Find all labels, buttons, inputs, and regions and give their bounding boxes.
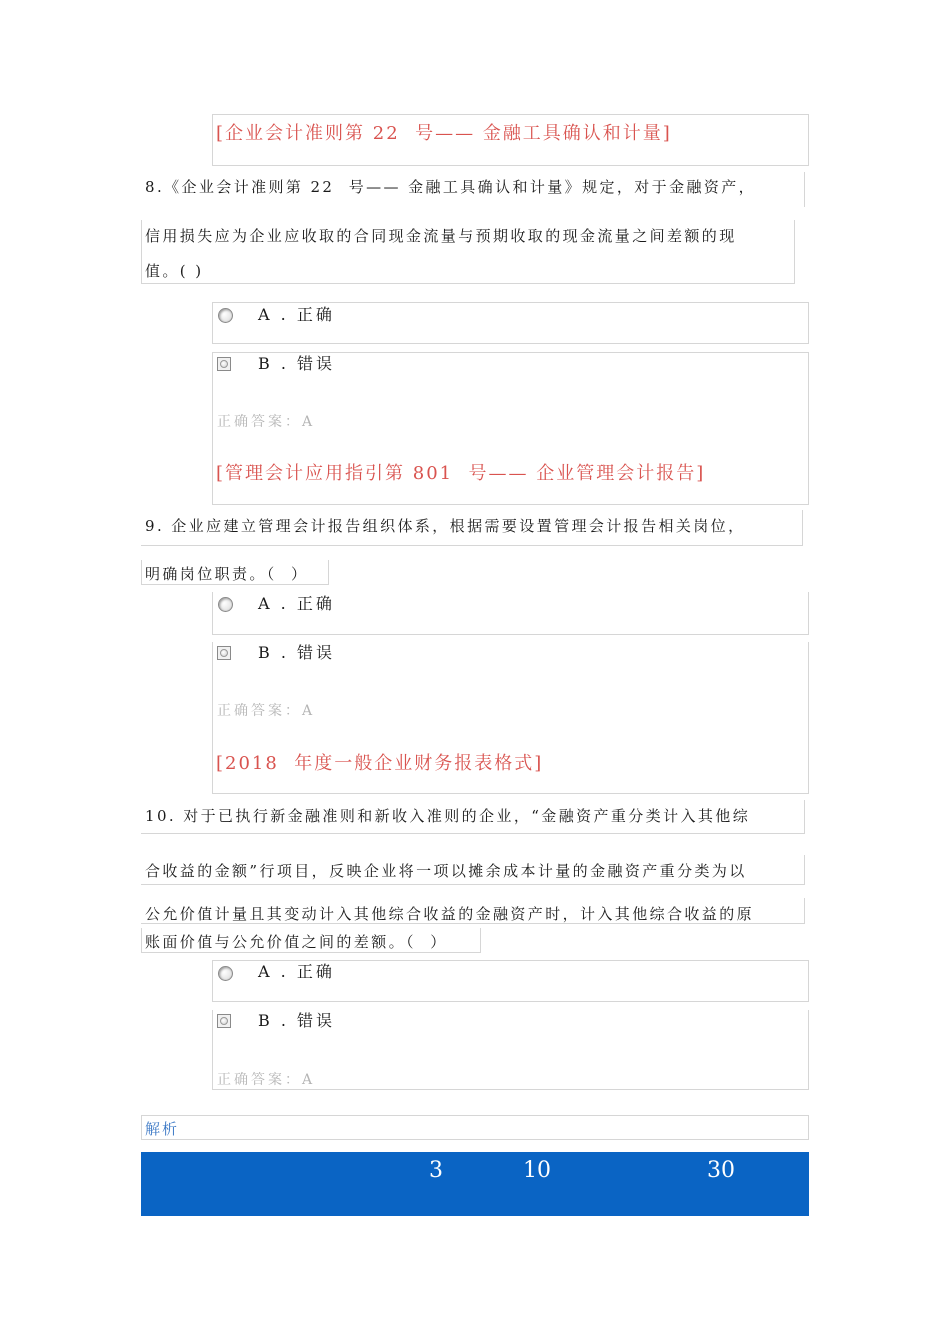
- footer-bar: [141, 1152, 809, 1216]
- radio-10a-icon[interactable]: [218, 966, 233, 981]
- footer-number-2: 10: [523, 1158, 551, 1183]
- option-10a-label: A . 正确: [258, 962, 335, 981]
- question-10-line-2: 合收益的金额”行项目，反映企业将一项以摊余成本计量的金融资产重分类为以: [145, 862, 747, 880]
- radio-10b-icon[interactable]: [217, 1014, 231, 1028]
- question-9-line-2: 明确岗位职责。（ ）: [145, 565, 309, 583]
- option-8a-label: A . 正确: [258, 305, 335, 324]
- radio-8b-icon[interactable]: [217, 357, 231, 371]
- section-header-1: [企业会计准则第 22 号—— 金融工具确认和计量]: [216, 123, 672, 144]
- radio-9a-icon[interactable]: [218, 597, 233, 612]
- question-10-line-3: 公允价值计量且其变动计入其他综合收益的金融资产时，计入其他综合收益的原: [145, 905, 755, 923]
- radio-8a-icon[interactable]: [218, 308, 233, 323]
- section-header-3: [2018 年度一般企业财务报表格式]: [216, 753, 544, 774]
- option-10b-label: B . 错误: [258, 1011, 336, 1030]
- section-header-2: [管理会计应用指引第 801 号—— 企业管理会计报告]: [216, 463, 706, 484]
- answer-10: 正确答案：A: [217, 1072, 316, 1088]
- question-9-line-1: 9. 企业应建立管理会计报告组织体系，根据需要设置管理会计报告相关岗位，: [145, 517, 746, 535]
- option-9a-label: A . 正确: [258, 594, 335, 613]
- footer-number-3: 30: [707, 1158, 735, 1183]
- option-9b-label: B . 错误: [258, 643, 336, 662]
- analysis-box[interactable]: [141, 1115, 809, 1140]
- question-8-line-3: 值。( ): [145, 262, 204, 280]
- analysis-link[interactable]: 解析: [145, 1120, 180, 1138]
- question-10-line-1: 10. 对于已执行新金融准则和新收入准则的企业，“金融资产重分类计入其他综: [145, 807, 751, 825]
- answer-9: 正确答案：A: [217, 703, 316, 719]
- footer-number-1: 3: [429, 1158, 443, 1183]
- question-8-line-2: 信用损失应为企业应收取的合同现金流量与预期收取的现金流量之间差额的现: [145, 227, 737, 245]
- answer-8: 正确答案：A: [217, 414, 316, 430]
- option-8b-label: B . 错误: [258, 354, 336, 373]
- question-10-line-4: 账面价值与公允价值之间的差额。（ ）: [145, 933, 448, 951]
- radio-9b-icon[interactable]: [217, 646, 231, 660]
- question-8-line-1: 8.《企业会计准则第 22 号—— 金融工具确认和计量》规定，对于金融资产，: [145, 178, 757, 196]
